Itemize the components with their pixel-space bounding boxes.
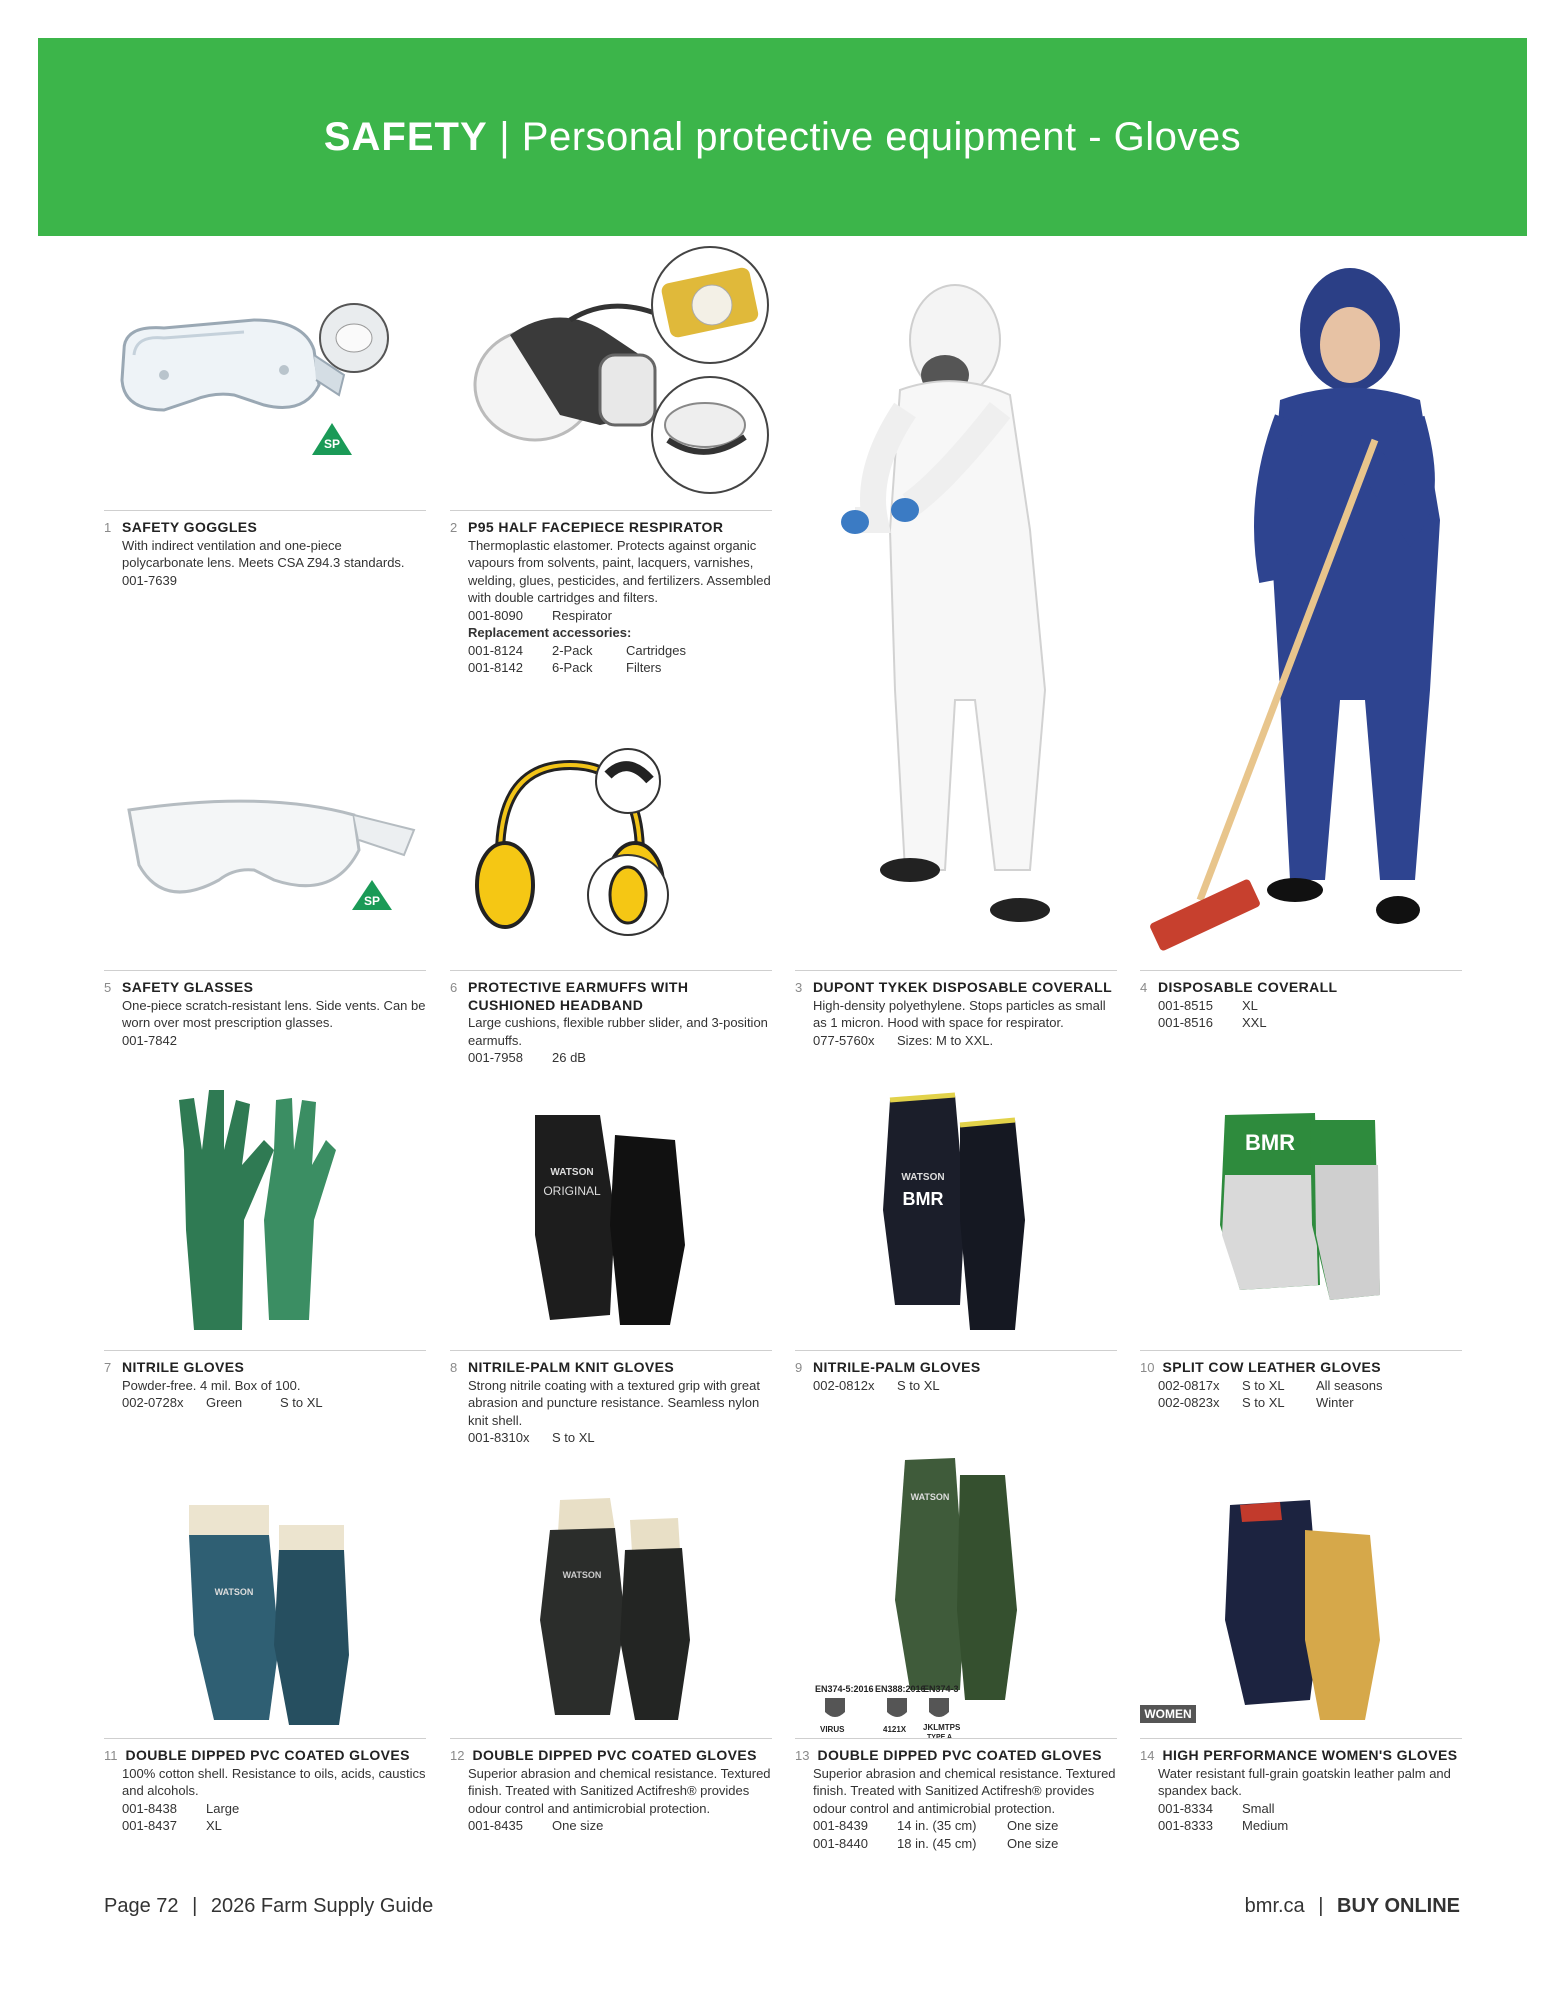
variant: Respirator	[552, 607, 612, 623]
sku: 001-8440	[813, 1835, 868, 1851]
footer-separator: |	[1318, 1895, 1324, 1917]
sku: 001-8438	[122, 1800, 177, 1816]
product-p95-respirator	[450, 245, 772, 685]
pack: 2-Pack	[552, 642, 593, 658]
safety-glasses-image	[104, 770, 426, 940]
size: One size	[552, 1818, 604, 1833]
title-separator: |	[499, 114, 511, 159]
size: S to XL	[897, 1377, 940, 1393]
sku: 001-8142	[468, 660, 523, 675]
product-nitrile-palm-knit-gloves	[450, 1095, 772, 1445]
blue-pvc-gloves-image	[104, 1495, 426, 1725]
women-tag: WOMEN	[1144, 1707, 1192, 1721]
sku: 001-8334	[1158, 1800, 1213, 1816]
sku: 001-8333	[1158, 1818, 1213, 1833]
variant: Filters	[626, 660, 662, 675]
item-title: NITRILE-PALM KNIT GLOVES	[468, 1359, 675, 1375]
caption-5	[104, 970, 426, 1049]
item-description: 100% cotton shell. Resistance to oils, acids, caustics and alcohols.	[122, 1765, 426, 1798]
item-number: 4	[1140, 980, 1148, 995]
cert-en374-3: EN374-3	[923, 1684, 959, 1694]
sku: 001-8435	[468, 1818, 523, 1833]
item-description: With indirect ventilation and one-piece polycarbonate lens. Meets CSA Z94.3 standards.	[122, 537, 405, 570]
sku: 002-0817x	[1158, 1377, 1220, 1393]
page-footer-left	[104, 1895, 433, 1918]
page-footer-right	[1245, 1895, 1460, 1918]
caption-11	[104, 1738, 426, 1835]
season: All seasons	[1316, 1377, 1383, 1393]
safety-goggles-image	[104, 280, 426, 480]
item-title: HIGH PERFORMANCE WOMEN'S GLOVES	[1162, 1747, 1458, 1763]
caption-3	[795, 970, 1117, 1049]
size: One size	[1007, 1835, 1059, 1851]
item-title: P95 HALF FACEPIECE RESPIRATOR	[468, 519, 724, 535]
bmr-nitrile-gloves-image	[795, 1080, 1117, 1340]
product-nitrile-gloves	[104, 1080, 426, 1430]
subheading: Replacement accessories:	[468, 625, 632, 640]
sku: 001-8124	[468, 642, 523, 658]
item-title: SPLIT COW LEATHER GLOVES	[1162, 1359, 1382, 1375]
length: 18 in. (45 cm)	[897, 1835, 977, 1851]
sku: 002-0823x	[1158, 1395, 1220, 1410]
item-number: 11	[104, 1748, 118, 1763]
caption-13	[795, 1738, 1117, 1852]
bmr-logo: BMR	[1244, 1130, 1296, 1155]
item-title: PROTECTIVE EARMUFFS WITH CUSHIONED HEADBAND	[468, 979, 689, 1013]
footer-separator: |	[192, 1895, 198, 1917]
site-link[interactable]: bmr.ca	[1244, 1895, 1305, 1917]
size: S to XL	[1242, 1395, 1285, 1410]
item-number: 13	[795, 1748, 810, 1763]
cert-4121x: 4121X	[883, 1725, 907, 1734]
csa-mark: SP	[323, 437, 341, 451]
pack: 6-Pack	[552, 660, 593, 675]
item-description: Large cushions, flexible rubber slider, and 3-position earmuffs.	[468, 1015, 768, 1048]
cert-virus: VIRUS	[820, 1725, 845, 1734]
watson-logo: WATSON	[901, 1172, 945, 1183]
bmr-logo: BMR	[902, 1189, 944, 1209]
size: S to XL	[552, 1430, 595, 1445]
rating: 26 dB	[552, 1050, 586, 1065]
green-gauntlet-gloves-image	[795, 1450, 1117, 1740]
cert-en374-5: EN374-5:2016	[815, 1684, 874, 1694]
product-pvc-gloves-12	[450, 1490, 772, 1850]
sku: 001-8515	[1158, 997, 1213, 1013]
item-title: DISPOSABLE COVERALL	[1158, 979, 1338, 995]
leather-gloves-image	[1140, 1105, 1462, 1335]
watson-logo: WATSON	[910, 1492, 950, 1502]
product-tyvek-coverall	[795, 270, 1117, 1060]
sku: 001-7639	[122, 572, 177, 588]
section-label: SAFETY	[323, 114, 488, 159]
item-number: 6	[450, 980, 458, 995]
item-number: 10	[1140, 1360, 1155, 1375]
item-description: Thermoplastic elastomer. Protects against organic vapours from solvents, paint, lacquers, varnishes, welding, glues, pesticides, and fertilizers. Assembled with double cartridges and filters.	[468, 537, 771, 605]
womens-gloves-image	[1140, 1490, 1462, 1730]
black-knit-gloves-image	[450, 1095, 772, 1335]
sku: 002-0812x	[813, 1377, 875, 1393]
product-safety-goggles	[104, 280, 426, 610]
item-title: SAFETY GOGGLES	[122, 519, 258, 535]
item-description: Strong nitrile coating with a textured grip with great abrasion and puncture resistance. Seamless nylon knit shell.	[468, 1377, 760, 1428]
item-number: 12	[450, 1748, 465, 1763]
cert-type-a: TYPE A	[927, 1734, 953, 1740]
variant: Sizes: M to XXL.	[897, 1032, 994, 1048]
cert-en388: EN388:2016	[875, 1684, 926, 1694]
watson-logo: WATSON	[550, 1167, 594, 1178]
header-banner	[38, 38, 1527, 236]
size: XXL	[1242, 1015, 1267, 1030]
item-title: NITRILE GLOVES	[122, 1359, 245, 1375]
caption-12	[450, 1738, 772, 1835]
item-number: 2	[450, 520, 458, 535]
season: Winter	[1316, 1395, 1354, 1410]
page-number: Page 72	[104, 1895, 179, 1917]
length: 14 in. (35 cm)	[897, 1818, 977, 1833]
item-title: DOUBLE DIPPED PVC COATED GLOVES	[817, 1747, 1102, 1763]
sku: 001-7842	[122, 1032, 177, 1048]
blue-coverall-image	[1140, 260, 1462, 960]
item-description: Powder-free. 4 mil. Box of 100.	[122, 1377, 301, 1393]
item-number: 14	[1140, 1748, 1155, 1763]
color: Green	[206, 1395, 243, 1410]
guide-name: 2026 Farm Supply Guide	[210, 1895, 434, 1917]
item-number: 8	[450, 1360, 458, 1375]
green-nitrile-gloves-image	[104, 1080, 426, 1340]
caption-4	[1140, 970, 1462, 1032]
item-title: DOUBLE DIPPED PVC COATED GLOVES	[472, 1747, 757, 1763]
sku: 001-7958	[468, 1050, 523, 1065]
item-number: 1	[104, 520, 112, 535]
item-number: 7	[104, 1360, 112, 1375]
sku: 001-8516	[1158, 1015, 1213, 1030]
product-nitrile-palm-gloves	[795, 1080, 1117, 1430]
size: Small	[1242, 1800, 1275, 1816]
product-disposable-coverall	[1140, 260, 1462, 1060]
item-number: 5	[104, 980, 112, 995]
caption-8	[450, 1350, 772, 1447]
caption-14	[1140, 1738, 1462, 1835]
white-coverall-image	[795, 270, 1117, 960]
caption-1	[104, 510, 426, 589]
item-description: Water resistant full-grain goatskin leather palm and spandex back.	[1158, 1765, 1451, 1798]
watson-logo: WATSON	[214, 1587, 254, 1597]
csa-mark: SP	[363, 894, 381, 908]
earmuffs-image	[450, 745, 772, 945]
product-womens-gloves	[1140, 1490, 1462, 1850]
sku: 001-8437	[122, 1818, 177, 1833]
size: Medium	[1242, 1818, 1289, 1833]
size: XL	[206, 1818, 222, 1833]
item-description: Superior abrasion and chemical resistance. Textured finish. Treated with Sanitized Actifresh® provides odour control and antimicrobial protection.	[468, 1765, 771, 1816]
size: XL	[1242, 997, 1258, 1013]
title-text: Personal protective equipment - Gloves	[521, 114, 1242, 159]
respirator-image	[450, 245, 772, 505]
item-description: High-density polyethylene. Stops particles as small as 1 micron. Hood with space for respirator.	[813, 997, 1106, 1030]
buy-online-link[interactable]: BUY ONLINE	[1337, 1895, 1460, 1917]
size: One size	[1007, 1818, 1059, 1833]
product-split-cow-leather-gloves	[1140, 1105, 1462, 1435]
item-number: 9	[795, 1360, 803, 1375]
size: S to XL	[1242, 1377, 1285, 1393]
product-safety-glasses	[104, 770, 426, 1070]
sku: 001-8439	[813, 1818, 868, 1833]
sku: 077-5760x	[813, 1032, 875, 1048]
item-title: NITRILE-PALM GLOVES	[813, 1359, 981, 1375]
item-title: DOUBLE DIPPED PVC COATED GLOVES	[125, 1747, 410, 1763]
item-title: SAFETY GLASSES	[122, 979, 254, 995]
cert-jklmtps: JKLMTPS	[923, 1723, 961, 1732]
sku: 001-8310x	[468, 1430, 530, 1445]
caption-9	[795, 1350, 1117, 1394]
sku: 002-0728x	[122, 1395, 184, 1410]
item-description: One-piece scratch-resistant lens. Side vents. Can be worn over most prescription glasses.	[122, 997, 426, 1030]
product-earmuffs	[450, 745, 772, 1075]
caption-7	[104, 1350, 426, 1412]
item-title: DUPONT TYKEK DISPOSABLE COVERALL	[813, 979, 1113, 995]
product-pvc-gloves-11	[104, 1495, 426, 1855]
caption-6	[450, 970, 772, 1067]
variant: Cartridges	[626, 642, 686, 658]
page-title	[324, 115, 1241, 160]
product-pvc-gloves-13	[795, 1450, 1117, 1870]
caption-10	[1140, 1350, 1462, 1412]
item-description: Superior abrasion and chemical resistance. Textured finish. Treated with Sanitized Actifresh® provides odour control and antimicrobial protection.	[813, 1765, 1116, 1816]
sku: 001-8090	[468, 607, 523, 623]
watson-logo: WATSON	[562, 1570, 602, 1580]
size: S to XL	[280, 1395, 323, 1410]
size: Large	[206, 1800, 240, 1816]
original-logo: ORIGINAL	[543, 1184, 601, 1198]
caption-2	[450, 510, 772, 677]
black-pvc-gloves-image	[450, 1490, 772, 1730]
item-number: 3	[795, 980, 803, 995]
